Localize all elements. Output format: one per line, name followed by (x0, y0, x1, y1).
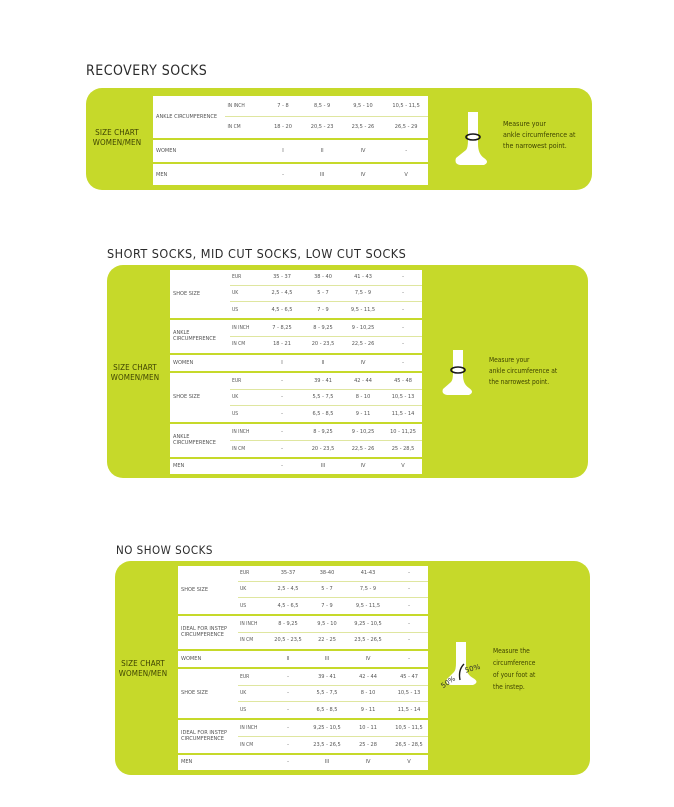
table-cell: 2,5 - 4,5 (268, 581, 308, 597)
unit-cm: IN CM (230, 336, 260, 353)
table-cell: 8 - 10 (346, 685, 390, 701)
table-cell: 6,5 - 8,5 (308, 702, 346, 719)
table-cell: 39 - 41 (304, 372, 342, 389)
table-row (153, 139, 428, 163)
table-cell: 5 - 7 (304, 285, 342, 301)
table-cell: 42 - 44 (346, 668, 390, 685)
table-cell: 23,5 - 26 (342, 116, 385, 139)
table-cell: 45 - 48 (384, 372, 422, 389)
table-cell: 7,5 - 9 (342, 285, 384, 301)
table-cell: - (390, 650, 428, 668)
table-cell: 10 - 11 (346, 719, 390, 736)
unit-eur: EUR (230, 372, 260, 389)
unit-us: US (230, 301, 260, 318)
table-cell: I (263, 139, 302, 163)
table-cell: - (260, 389, 304, 405)
table-row (170, 319, 422, 336)
table-cell: V (407, 759, 411, 766)
table-cell: - (260, 406, 304, 423)
table-cell: - (268, 668, 308, 685)
shoe-size-label: SHOE SIZE (178, 668, 238, 719)
table-cell: 10,5 - 13 (384, 389, 422, 405)
table-cell: 26,5 - 29 (384, 116, 428, 139)
table-cell: 5,5 - 7,5 (308, 685, 346, 701)
table-cell: - (260, 440, 304, 457)
men-label: MEN (181, 759, 193, 766)
table-cell: 22,5 - 26 (342, 336, 384, 353)
note-line: the instep. (493, 683, 525, 691)
table-cell: 25 - 28 (346, 736, 390, 753)
table-row (170, 423, 422, 440)
shoe-size-label: SHOE SIZE (170, 270, 230, 319)
noshow-measure-note (493, 645, 535, 693)
short-size-chart-label (110, 363, 160, 383)
table-cell: 20 - 23,5 (304, 336, 342, 353)
size-chart-text: SIZE CHART (113, 363, 157, 372)
table-cell: III (308, 650, 346, 668)
table-cell: 10,5 - 13 (390, 685, 428, 701)
table-cell: 4,5 - 6,5 (260, 301, 304, 318)
ankle-circumference-label: ANKLE CIRCUMFERENCE (170, 319, 230, 354)
table-cell: 20,5 - 23 (303, 116, 342, 139)
pct-right-label: 50% (464, 662, 482, 675)
table-cell: - (260, 423, 304, 440)
table-cell: - (390, 566, 428, 581)
recovery-title: RECOVERY SOCKS (86, 63, 208, 79)
table-cell: 42 - 44 (342, 372, 384, 389)
table-cell: 38-40 (308, 566, 346, 581)
table-cell: - (260, 372, 304, 389)
table-cell: 5,5 - 7,5 (304, 389, 342, 405)
unit-cm: IN CM (225, 116, 263, 139)
table-cell: 9 - 11 (346, 702, 390, 719)
unit-eur: EUR (230, 270, 260, 285)
table-cell: III (324, 759, 330, 766)
shoe-size-label: SHOE SIZE (178, 566, 238, 615)
table-cell: IV (342, 139, 385, 163)
table-cell: 9,5 - 10 (342, 96, 385, 116)
table-row (153, 96, 428, 116)
table-cell: III (319, 171, 325, 178)
recovery-size-chart-label (90, 128, 144, 148)
table-cell: 8 - 9,25 (304, 319, 342, 336)
table-cell: - (268, 685, 308, 701)
table-cell: 2,5 - 4,5 (260, 285, 304, 301)
table-row (178, 650, 428, 668)
ankle-circumference-label: ANKLE CIRCUMFERENCE (170, 423, 230, 458)
unit-us: US (230, 406, 260, 423)
note-line: Measure the (493, 647, 530, 655)
table-cell: 41-43 (346, 566, 390, 581)
unit-us: US (238, 597, 268, 614)
table-cell: 7 - 9 (308, 597, 346, 614)
table-cell: 5 - 7 (308, 581, 346, 597)
unit-cm: IN CM (230, 440, 260, 457)
table-cell: - (287, 759, 289, 766)
table-row (170, 372, 422, 389)
note-line: ankle circumference at (489, 367, 558, 375)
women-label: WOMEN (178, 650, 268, 668)
table-cell: 41 - 43 (342, 270, 384, 285)
table-row (178, 566, 428, 581)
note-line: Measure your (503, 120, 546, 128)
no-show-socks-size-table (178, 566, 428, 770)
unit-inch: IN INCH (225, 96, 263, 116)
short-measure-note (489, 355, 557, 388)
table-cell: IV (360, 171, 366, 178)
recovery-measure-note (503, 119, 575, 152)
ankle-foot-icon (439, 348, 475, 398)
unit-uk: UK (238, 581, 268, 597)
table-cell: 18 - 21 (260, 336, 304, 353)
table-cell: - (281, 463, 283, 470)
pct-left-label: 50% (440, 674, 457, 690)
table-cell: 9,5 - 11,5 (342, 301, 384, 318)
table-cell: 8 - 9,25 (268, 615, 308, 632)
table-cell: 4,5 - 6,5 (268, 597, 308, 614)
men-label: MEN (156, 171, 168, 178)
table-cell: IV (342, 354, 384, 372)
table-row (170, 458, 422, 474)
instep-foot-icon (440, 640, 486, 690)
shoe-size-label: SHOE SIZE (170, 372, 230, 423)
table-cell: - (282, 171, 284, 178)
table-cell: - (390, 632, 428, 649)
table-cell: II (303, 139, 342, 163)
women-label: WOMEN (170, 354, 260, 372)
unit-cm: IN CM (238, 632, 268, 649)
table-row (170, 270, 422, 285)
table-cell: 9 - 10,25 (342, 423, 384, 440)
note-line: ankle circumference at (503, 131, 576, 139)
table-cell: - (384, 139, 428, 163)
table-cell: 22 - 25 (308, 632, 346, 649)
table-row (170, 354, 422, 372)
table-cell: IV (365, 759, 371, 766)
table-cell: IV (360, 463, 366, 470)
table-cell: II (304, 354, 342, 372)
table-cell: - (384, 285, 422, 301)
table-cell: 9,5 - 11,5 (346, 597, 390, 614)
short-socks-size-table (170, 270, 422, 474)
men-label: MEN (173, 463, 185, 470)
table-row (178, 615, 428, 632)
table-cell: - (384, 270, 422, 285)
note-line: the narrowest point. (489, 378, 550, 386)
table-cell: 23,5 - 26,5 (346, 632, 390, 649)
table-cell: IV (346, 650, 390, 668)
unit-inch: IN INCH (238, 615, 268, 632)
table-cell: II (268, 650, 308, 668)
table-cell: 7,5 - 9 (346, 581, 390, 597)
table-row (178, 668, 428, 685)
women-label: WOMEN (153, 139, 263, 163)
table-cell: 11,5 - 14 (384, 406, 422, 423)
table-cell: 9,25 - 10,5 (346, 615, 390, 632)
table-cell: - (384, 336, 422, 353)
unit-uk: UK (230, 285, 260, 301)
table-cell: 7 - 8 (263, 96, 302, 116)
table-cell: 38 - 40 (304, 270, 342, 285)
table-cell: 9 - 10,25 (342, 319, 384, 336)
table-cell: - (384, 319, 422, 336)
table-cell: 7 - 9 (304, 301, 342, 318)
table-cell: 35-37 (268, 566, 308, 581)
table-cell: 7 - 8,25 (260, 319, 304, 336)
table-cell: - (384, 301, 422, 318)
no-show-socks-title: NO SHOW SOCKS (116, 543, 213, 557)
unit-cm: IN CM (238, 736, 268, 753)
table-cell: - (268, 702, 308, 719)
unit-inch: IN INCH (230, 319, 260, 336)
ankle-circumference-label: ANKLE CIRCUMFERENCE (153, 96, 225, 139)
table-cell: 35 - 37 (260, 270, 304, 285)
unit-eur: EUR (238, 668, 268, 685)
noshow-size-chart-label (118, 659, 168, 679)
instep-circumference-label: IDEAL FOR INSTEP CIRCUMFERENCE (178, 615, 238, 650)
women-men-text: WOMEN/MEN (110, 373, 160, 382)
table-cell: 20,5 - 23,5 (268, 632, 308, 649)
women-men-text: WOMEN/MEN (118, 669, 168, 678)
table-cell: - (390, 615, 428, 632)
table-cell: 9 - 11 (342, 406, 384, 423)
size-chart-text: SIZE CHART (121, 659, 165, 668)
unit-uk: UK (238, 685, 268, 701)
table-cell: 45 - 47 (390, 668, 428, 685)
women-men-text: WOMEN/MEN (92, 138, 142, 147)
recovery-size-table (153, 96, 428, 185)
short-socks-title: SHORT SOCKS, MID CUT SOCKS, LOW CUT SOCKS (107, 246, 407, 261)
note-line: Measure your (489, 356, 530, 364)
table-cell: 9,25 - 10,5 (308, 719, 346, 736)
table-cell: 10,5 - 11,5 (390, 719, 428, 736)
table-row (178, 719, 428, 736)
table-cell: - (268, 736, 308, 753)
table-cell: 10 - 11,25 (384, 423, 422, 440)
instep-circumference-label: IDEAL FOR INSTEP CIRCUMFERENCE (178, 719, 238, 754)
table-cell: - (390, 581, 428, 597)
table-cell: 25 - 28,5 (384, 440, 422, 457)
table-row (178, 754, 428, 770)
size-chart-text: SIZE CHART (95, 128, 139, 137)
note-line: circumference (493, 659, 536, 667)
table-cell: 23,5 - 26,5 (308, 736, 346, 753)
table-cell: 8 - 9,25 (304, 423, 342, 440)
table-cell: 6,5 - 8,5 (304, 406, 342, 423)
table-cell: 8 - 10 (342, 389, 384, 405)
table-cell: 8,5 - 9 (303, 96, 342, 116)
table-cell: V (404, 171, 408, 178)
table-cell: - (390, 597, 428, 614)
table-cell: 20 - 23,5 (304, 440, 342, 457)
table-row (153, 163, 428, 185)
unit-inch: IN INCH (238, 719, 268, 736)
table-cell: 9,5 - 10 (308, 615, 346, 632)
unit-us: US (238, 702, 268, 719)
table-cell: - (268, 719, 308, 736)
note-line: the narrowest point. (503, 142, 567, 150)
table-cell: 11,5 - 14 (390, 702, 428, 719)
table-cell: 18 - 20 (263, 116, 302, 139)
unit-eur: EUR (238, 566, 268, 581)
table-cell: 26,5 - 28,5 (390, 736, 428, 753)
unit-inch: IN INCH (230, 423, 260, 440)
table-cell: 22,5 - 26 (342, 440, 384, 457)
table-cell: - (384, 354, 422, 372)
ankle-foot-icon (450, 110, 490, 168)
note-line: of your foot at (493, 671, 536, 679)
table-cell: 10,5 - 11,5 (384, 96, 428, 116)
table-cell: 39 - 41 (308, 668, 346, 685)
table-cell: V (401, 463, 405, 470)
unit-uk: UK (230, 389, 260, 405)
table-cell: III (320, 463, 326, 470)
table-cell: I (260, 354, 304, 372)
